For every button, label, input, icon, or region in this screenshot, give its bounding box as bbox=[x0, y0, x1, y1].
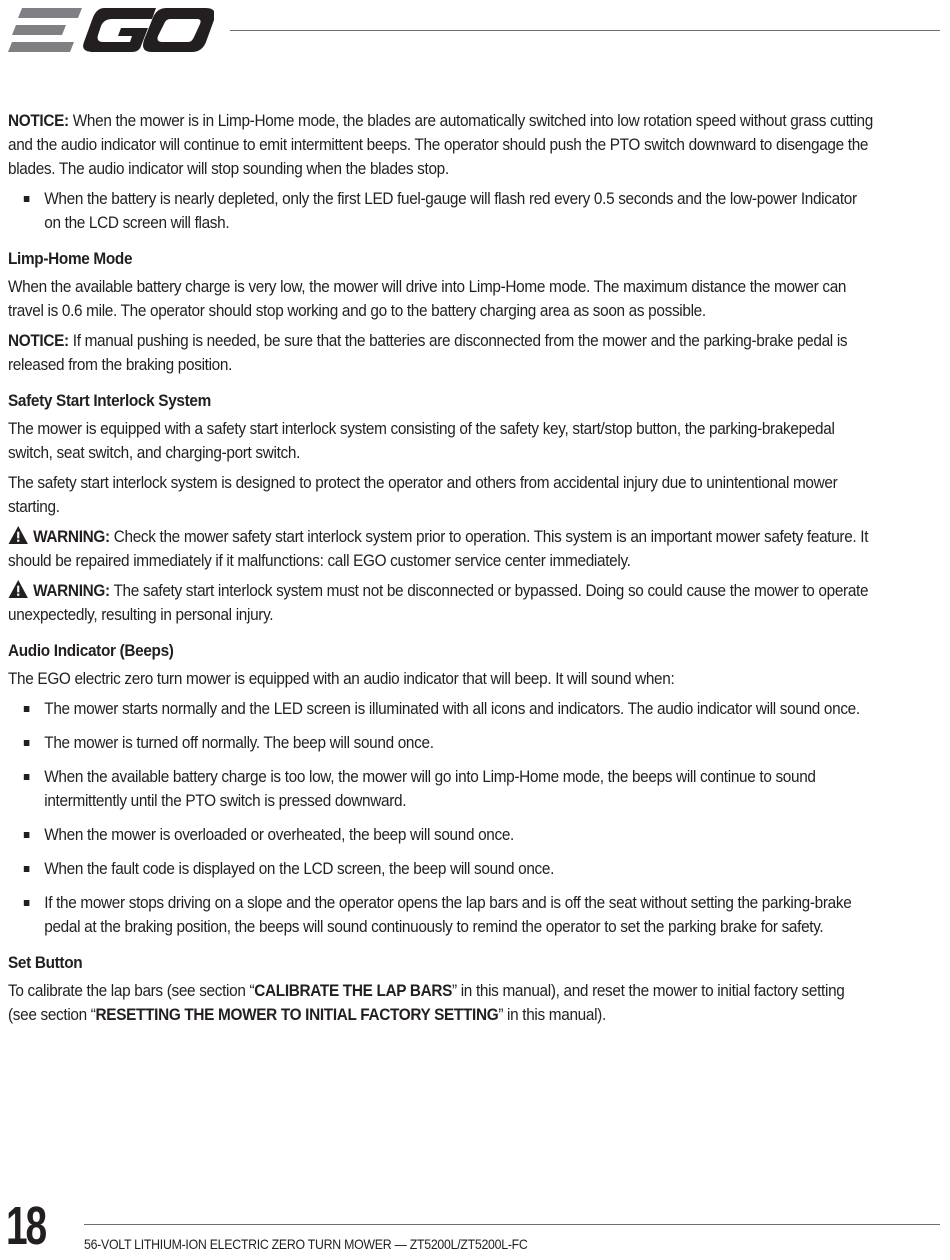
logo-letter-o bbox=[143, 8, 214, 52]
bullet-square-icon bbox=[24, 774, 30, 780]
section-heading-interlock: Safety Start Interlock System bbox=[8, 392, 211, 410]
footer-title: 56-VOLT LITHIUM-ION ELECTRIC ZERO TURN MOWER — ZT5200L/ZT5200L-FC bbox=[84, 1236, 528, 1252]
header-rule bbox=[230, 30, 940, 31]
warning-label: WARNING: bbox=[33, 582, 110, 600]
bullet-square-icon bbox=[24, 866, 30, 872]
interlock-paragraph-1: The mower is equipped with a safety start interlock system consisting of the safety key, start/stop button, the parking-brakepedal switch, seat switch, and charging-port switch. bbox=[8, 420, 835, 462]
warning-paragraph-1: WARNING: Check the mower safety start interlock system prior to operation. This system is an important mower safety feature. It should be repaired immediately if it malfunctions: call EGO customer service center immediately. bbox=[8, 528, 869, 570]
set-button-paragraph: To calibrate the lap bars (see section “CALIBRATE THE LAP BARS” in this manual), and reset the mower to initial factory setting (see section “RESETTING THE MOWER TO INITIAL FACTORY SETTING” in this manual). bbox=[8, 982, 845, 1024]
list-item: If the mower stops driving on a slope and the operator opens the lap bars and is off the seat without setting the parking-brake pedal at the braking position, the beeps will sound continuously to remind the operator to set the parking brake for safety. bbox=[8, 891, 875, 939]
warning-paragraph-2: WARNING: The safety start interlock system must not be disconnected or bypassed. Doing so could cause the mower to operate unexpectedly, resulting in personal injury. bbox=[8, 582, 869, 624]
manual-body bbox=[8, 109, 875, 1033]
section-reference: CALIBRATE THE LAP BARS bbox=[254, 982, 453, 1000]
battery-list bbox=[8, 187, 875, 235]
ego-logo bbox=[8, 6, 214, 54]
bullet-square-icon bbox=[24, 740, 30, 746]
warning-label: WARNING: bbox=[33, 528, 110, 546]
section-heading-set-button: Set Button bbox=[8, 954, 83, 972]
limp-home-paragraph: When the available battery charge is very low, the mower will drive into Limp-Home mode. The maximum distance the mower can travel is 0.6 mile. The operator should stop working and go to the battery charging area as soon as possible. bbox=[8, 278, 847, 320]
warning-triangle-icon bbox=[8, 580, 28, 598]
bullet-square-icon bbox=[24, 196, 30, 202]
list-item: When the mower is overloaded or overheated, the beep will sound once. bbox=[8, 823, 875, 847]
warning-triangle-icon bbox=[8, 526, 28, 544]
section-heading-audio: Audio Indicator (Beeps) bbox=[8, 642, 174, 660]
list-item: When the battery is nearly depleted, only the first LED fuel-gauge will flash red every 0.5 seconds and the low-power Indicator on the LCD screen will flash. bbox=[8, 187, 875, 235]
list-item: The mower is turned off normally. The beep will sound once. bbox=[8, 731, 875, 755]
audio-intro: The EGO electric zero turn mower is equipped with an audio indicator that will beep. It will sound when: bbox=[8, 670, 675, 688]
bullet-square-icon bbox=[24, 900, 30, 906]
notice-paragraph bbox=[8, 109, 875, 181]
list-item: When the available battery charge is too low, the mower will go into Limp-Home mode, the beeps will continue to sound intermittently until the PTO switch is pressed downward. bbox=[8, 765, 875, 813]
notice-label: NOTICE: bbox=[8, 112, 69, 130]
audio-list bbox=[8, 697, 875, 939]
list-item: The mower starts normally and the LED screen is illuminated with all icons and indicators. The audio indicator will sound once. bbox=[8, 697, 875, 721]
footer-rule bbox=[84, 1224, 940, 1225]
section-heading-limp-home: Limp-Home Mode bbox=[8, 250, 133, 268]
section-reference: RESETTING THE MOWER TO INITIAL FACTORY SETTING bbox=[95, 1006, 499, 1024]
notice-label: NOTICE: bbox=[8, 332, 69, 350]
notice-text: When the mower is in Limp-Home mode, the blades are automatically switched into low rotation speed without grass cutting and the audio indicator will continue to emit intermittent beeps. The operator should push the PTO switch downward to disengage the blades. The audio indicator will stop sounding when the blades stop. bbox=[8, 112, 873, 178]
bullet-square-icon bbox=[24, 832, 30, 838]
limp-home-notice: NOTICE: If manual pushing is needed, be sure that the batteries are disconnected from the mower and the parking-brake pedal is released from the braking position. bbox=[8, 332, 848, 374]
bullet-square-icon bbox=[24, 706, 30, 712]
list-item: When the fault code is displayed on the LCD screen, the beep will sound once. bbox=[8, 857, 875, 881]
logo-e-stripes bbox=[8, 8, 82, 52]
page-number: 18 bbox=[6, 1196, 45, 1256]
interlock-paragraph-2: The safety start interlock system is designed to protect the operator and others from accidental injury due to unintentional mower starting. bbox=[8, 474, 838, 516]
